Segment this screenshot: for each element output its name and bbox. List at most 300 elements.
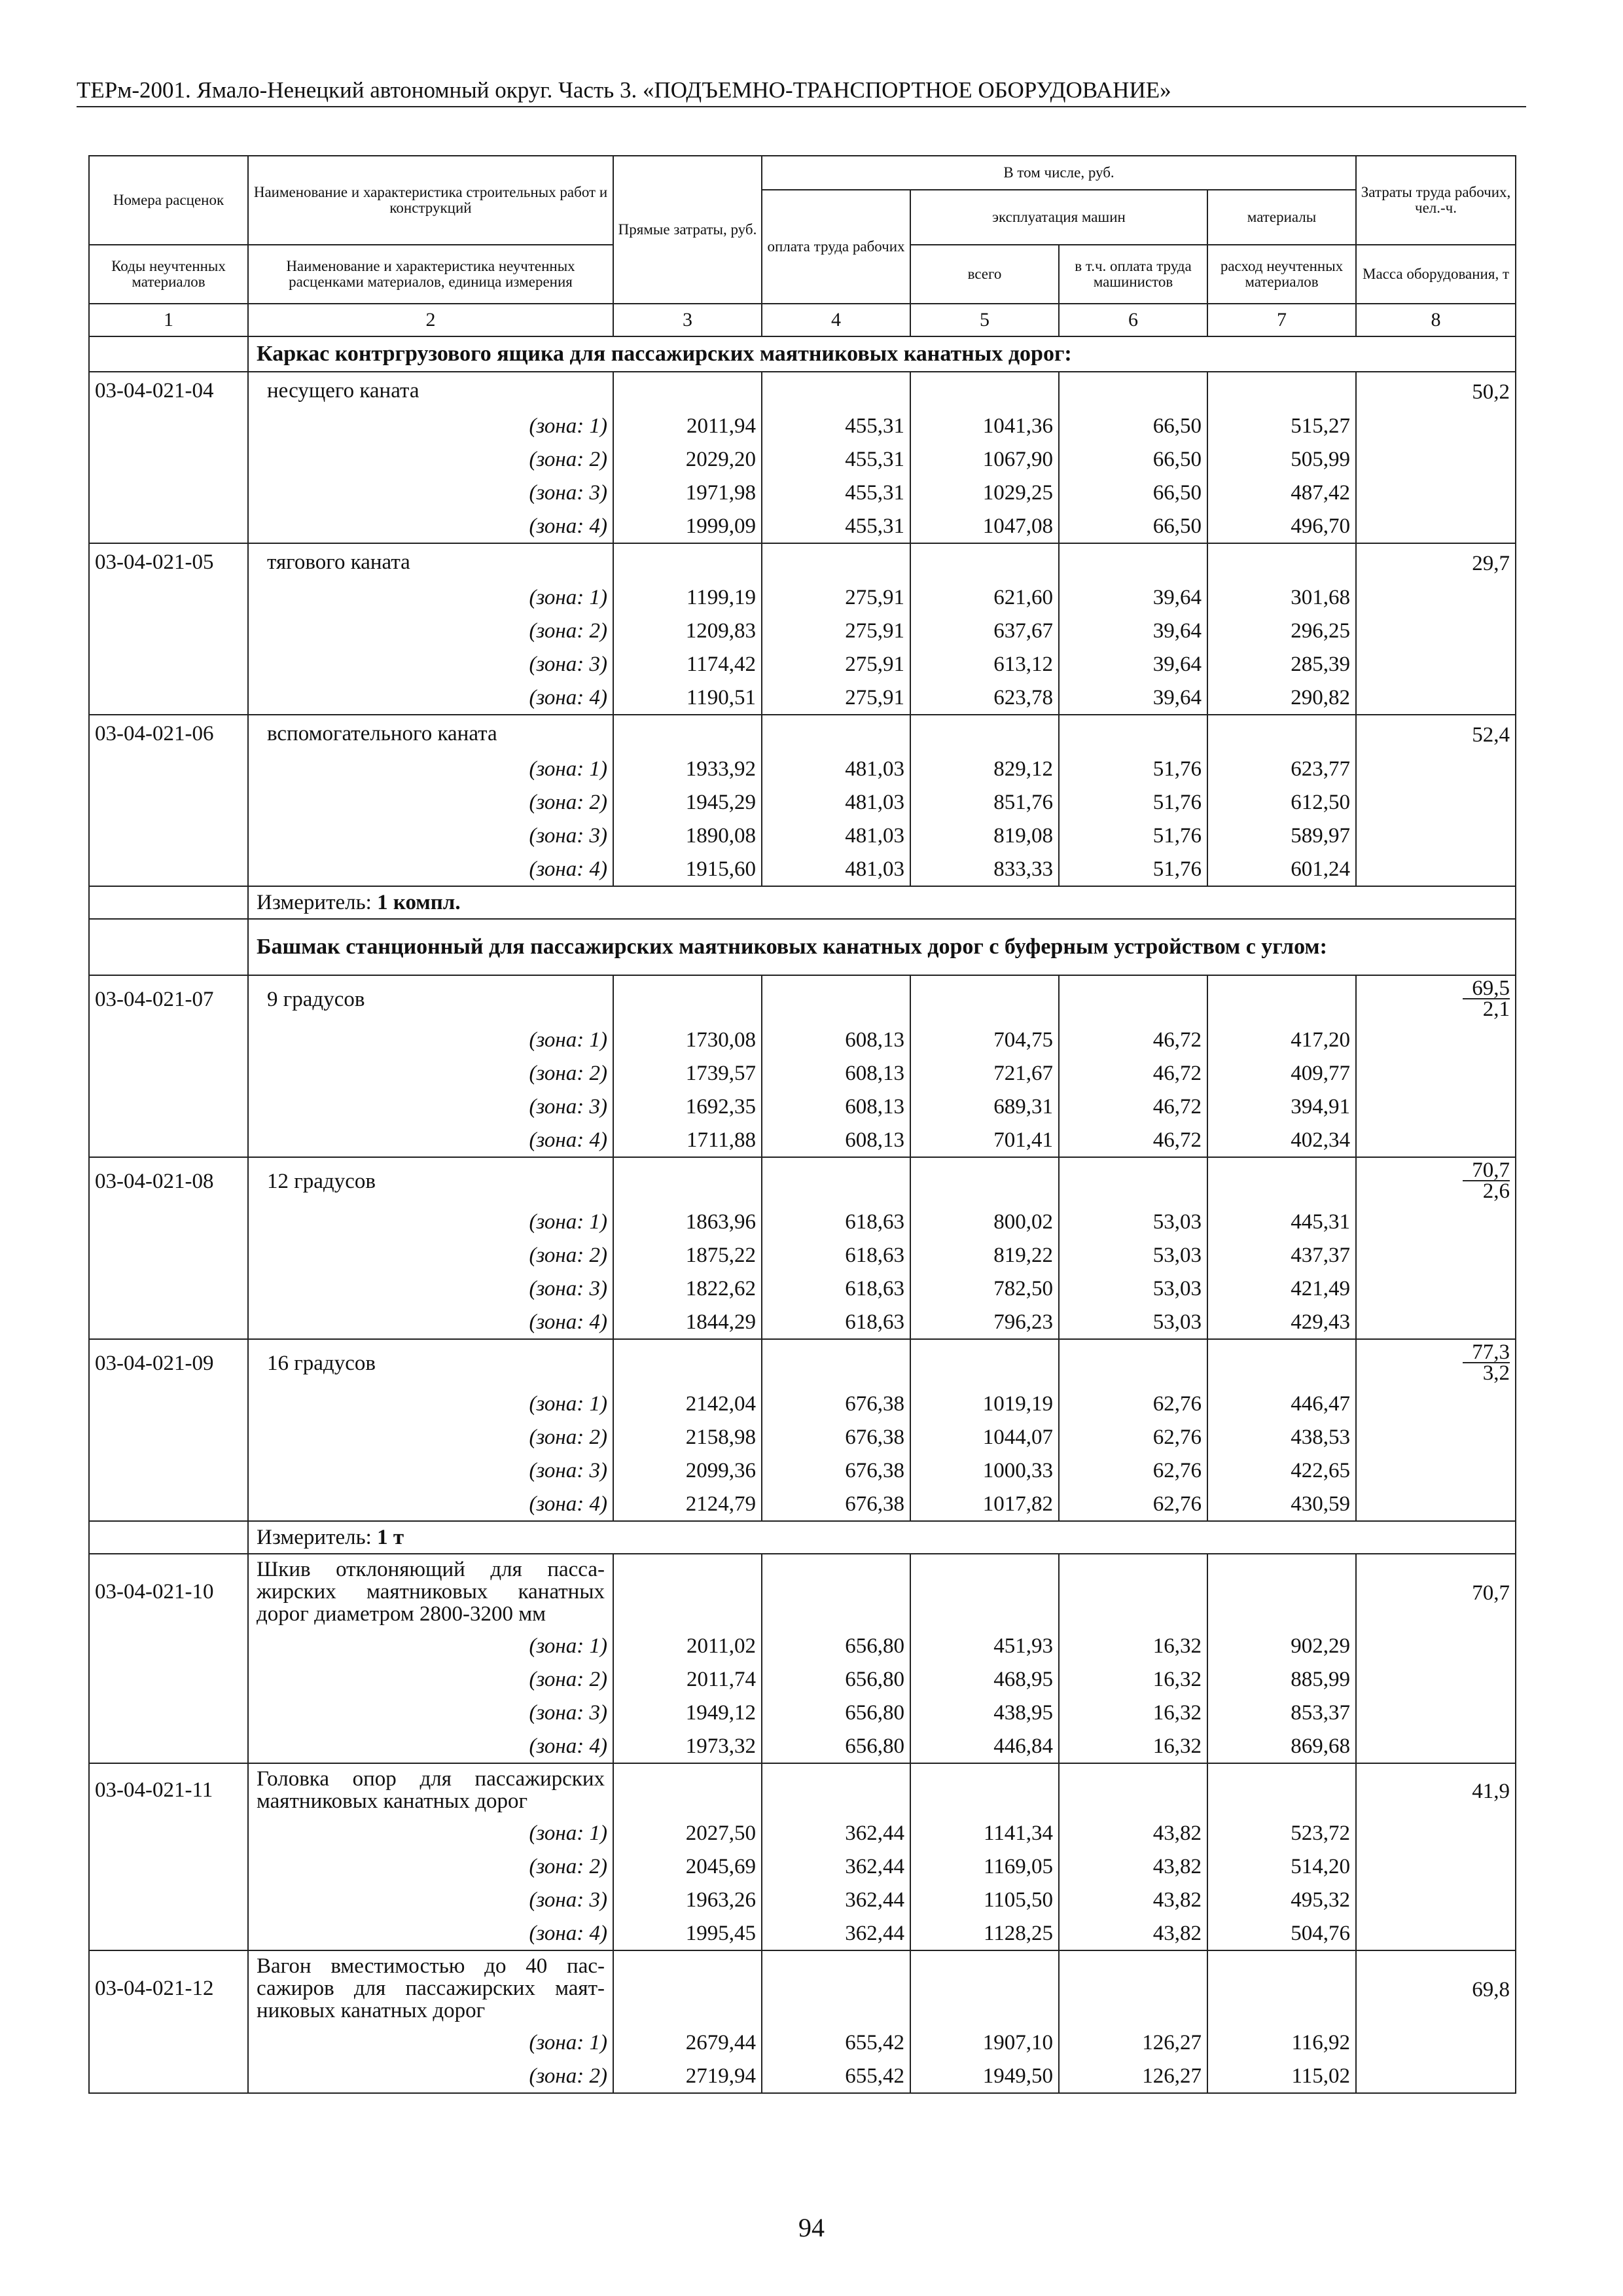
hdr-equipment-mass: Масса оборудования, т xyxy=(1356,245,1516,304)
direct-costs-value: 2124,79 xyxy=(613,1487,762,1521)
item-name: 9 градусов xyxy=(248,975,613,1023)
worker-pay-value: 655,42 xyxy=(762,2059,910,2093)
zone-row xyxy=(89,1205,1516,1238)
zone-label: (зона: 1) xyxy=(248,1387,613,1420)
zone-row xyxy=(89,1487,1516,1521)
operator-pay-value: 126,27 xyxy=(1059,2059,1207,2093)
zone-label: (зона: 1) xyxy=(248,1023,613,1056)
machines-total-value: 800,02 xyxy=(910,1205,1059,1238)
zone-label: (зона: 1) xyxy=(248,581,613,614)
operator-pay-value: 43,82 xyxy=(1059,1850,1207,1883)
machines-total-value: 621,60 xyxy=(910,581,1059,614)
machines-total-value: 1067,90 xyxy=(910,442,1059,476)
materials-value: 290,82 xyxy=(1207,681,1356,715)
zone-label: (зона: 2) xyxy=(248,1850,613,1883)
hdr-total: всего xyxy=(910,245,1059,304)
worker-pay-value: 608,13 xyxy=(762,1056,910,1090)
zone-row xyxy=(89,1816,1516,1850)
direct-costs-value: 1692,35 xyxy=(613,1090,762,1123)
zone-label: (зона: 2) xyxy=(248,1238,613,1272)
item-name: несущего каната xyxy=(248,372,613,409)
labor-costs: 69,8 xyxy=(1472,1978,1510,2001)
rate-code: 03-04-021-05 xyxy=(89,543,248,581)
labor-costs: 70,7 xyxy=(1463,1160,1510,1181)
operator-pay-value: 39,64 xyxy=(1059,647,1207,681)
operator-pay-value: 62,76 xyxy=(1059,1454,1207,1487)
operator-pay-value: 46,72 xyxy=(1059,1023,1207,1056)
zone-label: (зона: 1) xyxy=(248,1816,613,1850)
zone-label: (зона: 2) xyxy=(248,1420,613,1454)
worker-pay-value: 275,91 xyxy=(762,581,910,614)
machines-total-value: 721,67 xyxy=(910,1056,1059,1090)
direct-costs-value: 1915,60 xyxy=(613,852,762,886)
worker-pay-value: 656,80 xyxy=(762,1729,910,1763)
operator-pay-value: 46,72 xyxy=(1059,1123,1207,1157)
direct-costs-value: 1844,29 xyxy=(613,1305,762,1339)
worker-pay-value: 275,91 xyxy=(762,614,910,647)
worker-pay-value: 676,38 xyxy=(762,1420,910,1454)
operator-pay-value: 66,50 xyxy=(1059,409,1207,442)
col-number: 8 xyxy=(1356,304,1516,336)
worker-pay-value: 275,91 xyxy=(762,681,910,715)
zone-row xyxy=(89,1272,1516,1305)
zone-row xyxy=(89,1238,1516,1272)
zone-label: (зона: 1) xyxy=(248,1205,613,1238)
worker-pay-value: 618,63 xyxy=(762,1305,910,1339)
direct-costs-value: 1933,92 xyxy=(613,752,762,785)
machines-total-value: 438,95 xyxy=(910,1696,1059,1729)
machines-total-value: 1000,33 xyxy=(910,1454,1059,1487)
materials-value: 514,20 xyxy=(1207,1850,1356,1883)
machines-total-value: 851,76 xyxy=(910,785,1059,819)
operator-pay-value: 66,50 xyxy=(1059,442,1207,476)
zone-row xyxy=(89,1662,1516,1696)
operator-pay-value: 43,82 xyxy=(1059,1816,1207,1850)
operator-pay-value: 16,32 xyxy=(1059,1629,1207,1662)
direct-costs-value: 1875,22 xyxy=(613,1238,762,1272)
direct-costs-value: 1739,57 xyxy=(613,1056,762,1090)
materials-value: 429,43 xyxy=(1207,1305,1356,1339)
materials-value: 402,34 xyxy=(1207,1123,1356,1157)
machines-total-value: 1141,34 xyxy=(910,1816,1059,1850)
worker-pay-value: 481,03 xyxy=(762,785,910,819)
equipment-mass: 2,1 xyxy=(1482,997,1510,1021)
machines-total-value: 819,08 xyxy=(910,819,1059,852)
zone-row xyxy=(89,1916,1516,1950)
materials-value: 417,20 xyxy=(1207,1023,1356,1056)
zone-row xyxy=(89,852,1516,886)
table-row xyxy=(89,1157,1516,1205)
operator-pay-value: 16,32 xyxy=(1059,1729,1207,1763)
machines-total-value: 1029,25 xyxy=(910,476,1059,509)
worker-pay-value: 455,31 xyxy=(762,509,910,543)
labor-costs: 69,5 xyxy=(1463,978,1510,999)
operator-pay-value: 66,50 xyxy=(1059,476,1207,509)
materials-value: 505,99 xyxy=(1207,442,1356,476)
zone-row xyxy=(89,1420,1516,1454)
col-number: 3 xyxy=(613,304,762,336)
materials-value: 487,42 xyxy=(1207,476,1356,509)
direct-costs-value: 2011,02 xyxy=(613,1629,762,1662)
zone-label: (зона: 1) xyxy=(248,2026,613,2059)
table-row xyxy=(89,975,1516,1023)
hdr-unaccounted-materials: расход неучтенных материалов xyxy=(1207,245,1356,304)
direct-costs-value: 2011,94 xyxy=(613,409,762,442)
zone-label: (зона: 2) xyxy=(248,442,613,476)
operator-pay-value: 53,03 xyxy=(1059,1238,1207,1272)
measure-unit xyxy=(248,886,1516,919)
operator-pay-value: 39,64 xyxy=(1059,681,1207,715)
operator-pay-value: 53,03 xyxy=(1059,1205,1207,1238)
zone-label: (зона: 2) xyxy=(248,2059,613,2093)
hdr-work-name: Наименование и характеристика строительных работ и конструкций xyxy=(248,156,613,245)
worker-pay-value: 481,03 xyxy=(762,852,910,886)
machines-total-value: 446,84 xyxy=(910,1729,1059,1763)
item-name: тягового каната xyxy=(248,543,613,581)
zone-row xyxy=(89,581,1516,614)
labor-mass-fraction xyxy=(1463,978,1510,1019)
running-header: ТЕРм-2001. Ямало-Ненецкий автономный округ. Часть 3. «ПОДЪЕМНО-ТРАНСПОРТНОЕ ОБОРУДОВАНИЕ» xyxy=(77,77,1526,107)
zone-label: (зона: 2) xyxy=(248,1056,613,1090)
col-number: 1 xyxy=(89,304,248,336)
worker-pay-value: 655,42 xyxy=(762,2026,910,2059)
machines-total-value: 1907,10 xyxy=(910,2026,1059,2059)
page-number: 94 xyxy=(798,2213,825,2242)
hdr-in-total: В том числе, руб. xyxy=(762,156,1356,190)
operator-pay-value: 62,76 xyxy=(1059,1387,1207,1420)
zone-row xyxy=(89,1883,1516,1916)
rate-code: 03-04-021-10 xyxy=(89,1554,248,1629)
machines-total-value: 1041,36 xyxy=(910,409,1059,442)
hdr-incl-operator: в т.ч. оплата труда машинистов xyxy=(1059,245,1207,304)
machines-total-value: 1105,50 xyxy=(910,1883,1059,1916)
machines-total-value: 819,22 xyxy=(910,1238,1059,1272)
operator-pay-value: 62,76 xyxy=(1059,1487,1207,1521)
measure-label: Измеритель: xyxy=(257,1526,372,1549)
direct-costs-value: 2011,74 xyxy=(613,1662,762,1696)
machines-total-value: 704,75 xyxy=(910,1023,1059,1056)
worker-pay-value: 362,44 xyxy=(762,1850,910,1883)
machines-total-value: 451,93 xyxy=(910,1629,1059,1662)
direct-costs-value: 1995,45 xyxy=(613,1916,762,1950)
table-row xyxy=(89,543,1516,581)
worker-pay-value: 618,63 xyxy=(762,1272,910,1305)
direct-costs-value: 1711,88 xyxy=(613,1123,762,1157)
labor-costs: 70,7 xyxy=(1472,1581,1510,1605)
labor-mass-fraction xyxy=(1463,1342,1510,1383)
rate-code: 03-04-021-04 xyxy=(89,372,248,409)
rate-code: 03-04-021-07 xyxy=(89,975,248,1023)
rate-code: 03-04-021-06 xyxy=(89,715,248,752)
zone-row xyxy=(89,819,1516,852)
hdr-worker-pay: оплата труда рабочих xyxy=(762,190,910,304)
materials-value: 421,49 xyxy=(1207,1272,1356,1305)
direct-costs-value: 1199,19 xyxy=(613,581,762,614)
worker-pay-value: 656,80 xyxy=(762,1696,910,1729)
item-name: 16 градусов xyxy=(248,1339,613,1387)
zone-label: (зона: 4) xyxy=(248,1729,613,1763)
machines-total-value: 1128,25 xyxy=(910,1916,1059,1950)
table-row xyxy=(89,1763,1516,1816)
worker-pay-value: 676,38 xyxy=(762,1487,910,1521)
direct-costs-value: 1822,62 xyxy=(613,1272,762,1305)
zone-row xyxy=(89,614,1516,647)
materials-value: 495,32 xyxy=(1207,1883,1356,1916)
direct-costs-value: 2142,04 xyxy=(613,1387,762,1420)
zone-label: (зона: 4) xyxy=(248,509,613,543)
labor-mass-fraction xyxy=(1463,1160,1510,1201)
zone-label: (зона: 2) xyxy=(248,1662,613,1696)
materials-value: 515,27 xyxy=(1207,409,1356,442)
worker-pay-value: 455,31 xyxy=(762,442,910,476)
operator-pay-value: 46,72 xyxy=(1059,1090,1207,1123)
item-name: вспомогательного каната xyxy=(248,715,613,752)
worker-pay-value: 608,13 xyxy=(762,1023,910,1056)
col-number: 2 xyxy=(248,304,613,336)
zone-row xyxy=(89,476,1516,509)
zone-row xyxy=(89,1090,1516,1123)
zone-label: (зона: 4) xyxy=(248,1916,613,1950)
materials-value: 437,37 xyxy=(1207,1238,1356,1272)
direct-costs-value: 2045,69 xyxy=(613,1850,762,1883)
zone-row xyxy=(89,1305,1516,1339)
measure-value: 1 т xyxy=(377,1526,404,1549)
direct-costs-value: 1999,09 xyxy=(613,509,762,543)
direct-costs-value: 1863,96 xyxy=(613,1205,762,1238)
materials-value: 589,97 xyxy=(1207,819,1356,852)
zone-label: (зона: 2) xyxy=(248,785,613,819)
worker-pay-value: 362,44 xyxy=(762,1916,910,1950)
hdr-labor-costs: Затраты труда рабочих, чел.-ч. xyxy=(1356,156,1516,245)
direct-costs-value: 2158,98 xyxy=(613,1420,762,1454)
zone-row xyxy=(89,409,1516,442)
operator-pay-value: 62,76 xyxy=(1059,1420,1207,1454)
zone-label: (зона: 3) xyxy=(248,819,613,852)
materials-value: 116,92 xyxy=(1207,2026,1356,2059)
zone-label: (зона: 3) xyxy=(248,1696,613,1729)
zone-row xyxy=(89,647,1516,681)
hdr-materials: материалы xyxy=(1207,190,1356,245)
item-name: Шкив отклоняющий для пасса-жирских маятниковых канатных дорог диаметром 2800-3200 мм xyxy=(248,1554,613,1629)
zone-label: (зона: 1) xyxy=(248,752,613,785)
direct-costs-value: 2719,94 xyxy=(613,2059,762,2093)
col-number: 5 xyxy=(910,304,1059,336)
zone-label: (зона: 3) xyxy=(248,1883,613,1916)
materials-value: 115,02 xyxy=(1207,2059,1356,2093)
materials-value: 523,72 xyxy=(1207,1816,1356,1850)
zone-row xyxy=(89,1454,1516,1487)
zone-label: (зона: 4) xyxy=(248,1487,613,1521)
machines-total-value: 1169,05 xyxy=(910,1850,1059,1883)
zone-label: (зона: 3) xyxy=(248,1272,613,1305)
worker-pay-value: 676,38 xyxy=(762,1387,910,1420)
machines-total-value: 1019,19 xyxy=(910,1387,1059,1420)
machines-total-value: 623,78 xyxy=(910,681,1059,715)
hdr-rate-numbers: Номера расценок xyxy=(89,156,248,245)
rate-code: 03-04-021-09 xyxy=(89,1339,248,1387)
zone-row xyxy=(89,1023,1516,1056)
direct-costs-value: 2029,20 xyxy=(613,442,762,476)
operator-pay-value: 39,64 xyxy=(1059,614,1207,647)
zone-row xyxy=(89,785,1516,819)
operator-pay-value: 126,27 xyxy=(1059,2026,1207,2059)
materials-value: 438,53 xyxy=(1207,1420,1356,1454)
direct-costs-value: 2099,36 xyxy=(613,1454,762,1487)
machines-total-value: 829,12 xyxy=(910,752,1059,785)
materials-value: 422,65 xyxy=(1207,1454,1356,1487)
materials-value: 430,59 xyxy=(1207,1487,1356,1521)
machines-total-value: 613,12 xyxy=(910,647,1059,681)
table-row xyxy=(89,715,1516,752)
worker-pay-value: 455,31 xyxy=(762,409,910,442)
worker-pay-value: 618,63 xyxy=(762,1238,910,1272)
direct-costs-value: 1190,51 xyxy=(613,681,762,715)
measure-label: Измеритель: xyxy=(257,891,372,914)
materials-value: 853,37 xyxy=(1207,1696,1356,1729)
zone-label: (зона: 4) xyxy=(248,1305,613,1339)
zone-row xyxy=(89,1850,1516,1883)
materials-value: 296,25 xyxy=(1207,614,1356,647)
rate-code: 03-04-021-11 xyxy=(89,1763,248,1816)
zone-label: (зона: 3) xyxy=(248,647,613,681)
operator-pay-value: 46,72 xyxy=(1059,1056,1207,1090)
operator-pay-value: 51,76 xyxy=(1059,785,1207,819)
operator-pay-value: 51,76 xyxy=(1059,752,1207,785)
zone-label: (зона: 4) xyxy=(248,852,613,886)
machines-total-value: 1017,82 xyxy=(910,1487,1059,1521)
machines-total-value: 637,67 xyxy=(910,614,1059,647)
zone-row xyxy=(89,2026,1516,2059)
worker-pay-value: 362,44 xyxy=(762,1816,910,1850)
machines-total-value: 701,41 xyxy=(910,1123,1059,1157)
zone-row xyxy=(89,1387,1516,1420)
materials-value: 496,70 xyxy=(1207,509,1356,543)
direct-costs-value: 2679,44 xyxy=(613,2026,762,2059)
table-row xyxy=(89,1554,1516,1629)
direct-costs-value: 1971,98 xyxy=(613,476,762,509)
materials-value: 394,91 xyxy=(1207,1090,1356,1123)
zone-row xyxy=(89,1629,1516,1662)
hdr-material-names: Наименование и характеристика неучтенных расценками материалов, единица измерения xyxy=(248,245,613,304)
direct-costs-value: 1945,29 xyxy=(613,785,762,819)
hdr-material-codes: Коды неучтенных материалов xyxy=(89,245,248,304)
worker-pay-value: 608,13 xyxy=(762,1123,910,1157)
hdr-machines: эксплуатация машин xyxy=(910,190,1207,245)
direct-costs-value: 1973,32 xyxy=(613,1729,762,1763)
zone-row xyxy=(89,752,1516,785)
measure-value: 1 компл. xyxy=(377,891,461,914)
machines-total-value: 689,31 xyxy=(910,1090,1059,1123)
zone-row xyxy=(89,1696,1516,1729)
table-row xyxy=(89,372,1516,409)
zone-label: (зона: 1) xyxy=(248,409,613,442)
zone-label: (зона: 3) xyxy=(248,1090,613,1123)
direct-costs-value: 1209,83 xyxy=(613,614,762,647)
labor-costs: 41,9 xyxy=(1472,1780,1510,1803)
worker-pay-value: 608,13 xyxy=(762,1090,910,1123)
equipment-mass: 2,6 xyxy=(1482,1179,1510,1203)
zone-label: (зона: 2) xyxy=(248,614,613,647)
direct-costs-value: 1890,08 xyxy=(613,819,762,852)
worker-pay-value: 275,91 xyxy=(762,647,910,681)
materials-value: 885,99 xyxy=(1207,1662,1356,1696)
materials-value: 445,31 xyxy=(1207,1205,1356,1238)
zone-row xyxy=(89,442,1516,476)
labor-costs: 52,4 xyxy=(1472,723,1510,747)
operator-pay-value: 53,03 xyxy=(1059,1305,1207,1339)
item-name: Вагон вместимостью до 40 пас-сажиров для пассажирских маят-никовых канатных дорог xyxy=(248,1950,613,2026)
rates-table xyxy=(88,155,1516,2094)
direct-costs-value: 2027,50 xyxy=(613,1816,762,1850)
direct-costs-value: 1174,42 xyxy=(613,647,762,681)
operator-pay-value: 43,82 xyxy=(1059,1883,1207,1916)
section-title: Башмак станционный для пассажирских маятниковых канатных дорог с буферным устройством с углом: xyxy=(248,919,1516,975)
worker-pay-value: 481,03 xyxy=(762,752,910,785)
rate-code: 03-04-021-12 xyxy=(89,1950,248,2026)
worker-pay-value: 656,80 xyxy=(762,1662,910,1696)
table-row xyxy=(89,1339,1516,1387)
machines-total-value: 468,95 xyxy=(910,1662,1059,1696)
zone-row xyxy=(89,2059,1516,2093)
item-name: Головка опор для пассажирских маятниковых канатных дорог xyxy=(248,1763,613,1816)
worker-pay-value: 362,44 xyxy=(762,1883,910,1916)
zone-label: (зона: 4) xyxy=(248,1123,613,1157)
materials-value: 623,77 xyxy=(1207,752,1356,785)
machines-total-value: 782,50 xyxy=(910,1272,1059,1305)
item-name: 12 градусов xyxy=(248,1157,613,1205)
operator-pay-value: 51,76 xyxy=(1059,819,1207,852)
materials-value: 612,50 xyxy=(1207,785,1356,819)
equipment-mass: 3,2 xyxy=(1482,1361,1510,1385)
direct-costs-value: 1730,08 xyxy=(613,1023,762,1056)
operator-pay-value: 16,32 xyxy=(1059,1696,1207,1729)
materials-value: 285,39 xyxy=(1207,647,1356,681)
zone-row xyxy=(89,1123,1516,1157)
hdr-direct-costs: Прямые затраты, руб. xyxy=(613,156,762,304)
materials-value: 409,77 xyxy=(1207,1056,1356,1090)
table-row xyxy=(89,1950,1516,2026)
machines-total-value: 1047,08 xyxy=(910,509,1059,543)
machines-total-value: 833,33 xyxy=(910,852,1059,886)
zone-label: (зона: 1) xyxy=(248,1629,613,1662)
worker-pay-value: 618,63 xyxy=(762,1205,910,1238)
operator-pay-value: 51,76 xyxy=(1059,852,1207,886)
labor-costs: 77,3 xyxy=(1463,1342,1510,1363)
direct-costs-value: 1963,26 xyxy=(613,1883,762,1916)
machines-total-value: 796,23 xyxy=(910,1305,1059,1339)
col-number: 4 xyxy=(762,304,910,336)
operator-pay-value: 43,82 xyxy=(1059,1916,1207,1950)
machines-total-value: 1949,50 xyxy=(910,2059,1059,2093)
zone-row xyxy=(89,1729,1516,1763)
zone-row xyxy=(89,1056,1516,1090)
labor-costs: 50,2 xyxy=(1472,380,1510,404)
operator-pay-value: 39,64 xyxy=(1059,581,1207,614)
materials-value: 446,47 xyxy=(1207,1387,1356,1420)
operator-pay-value: 16,32 xyxy=(1059,1662,1207,1696)
worker-pay-value: 481,03 xyxy=(762,819,910,852)
col-number: 7 xyxy=(1207,304,1356,336)
operator-pay-value: 53,03 xyxy=(1059,1272,1207,1305)
worker-pay-value: 455,31 xyxy=(762,476,910,509)
materials-value: 601,24 xyxy=(1207,852,1356,886)
materials-value: 504,76 xyxy=(1207,1916,1356,1950)
machines-total-value: 1044,07 xyxy=(910,1420,1059,1454)
zone-row xyxy=(89,681,1516,715)
labor-costs: 29,7 xyxy=(1472,552,1510,575)
col-number: 6 xyxy=(1059,304,1207,336)
materials-value: 902,29 xyxy=(1207,1629,1356,1662)
